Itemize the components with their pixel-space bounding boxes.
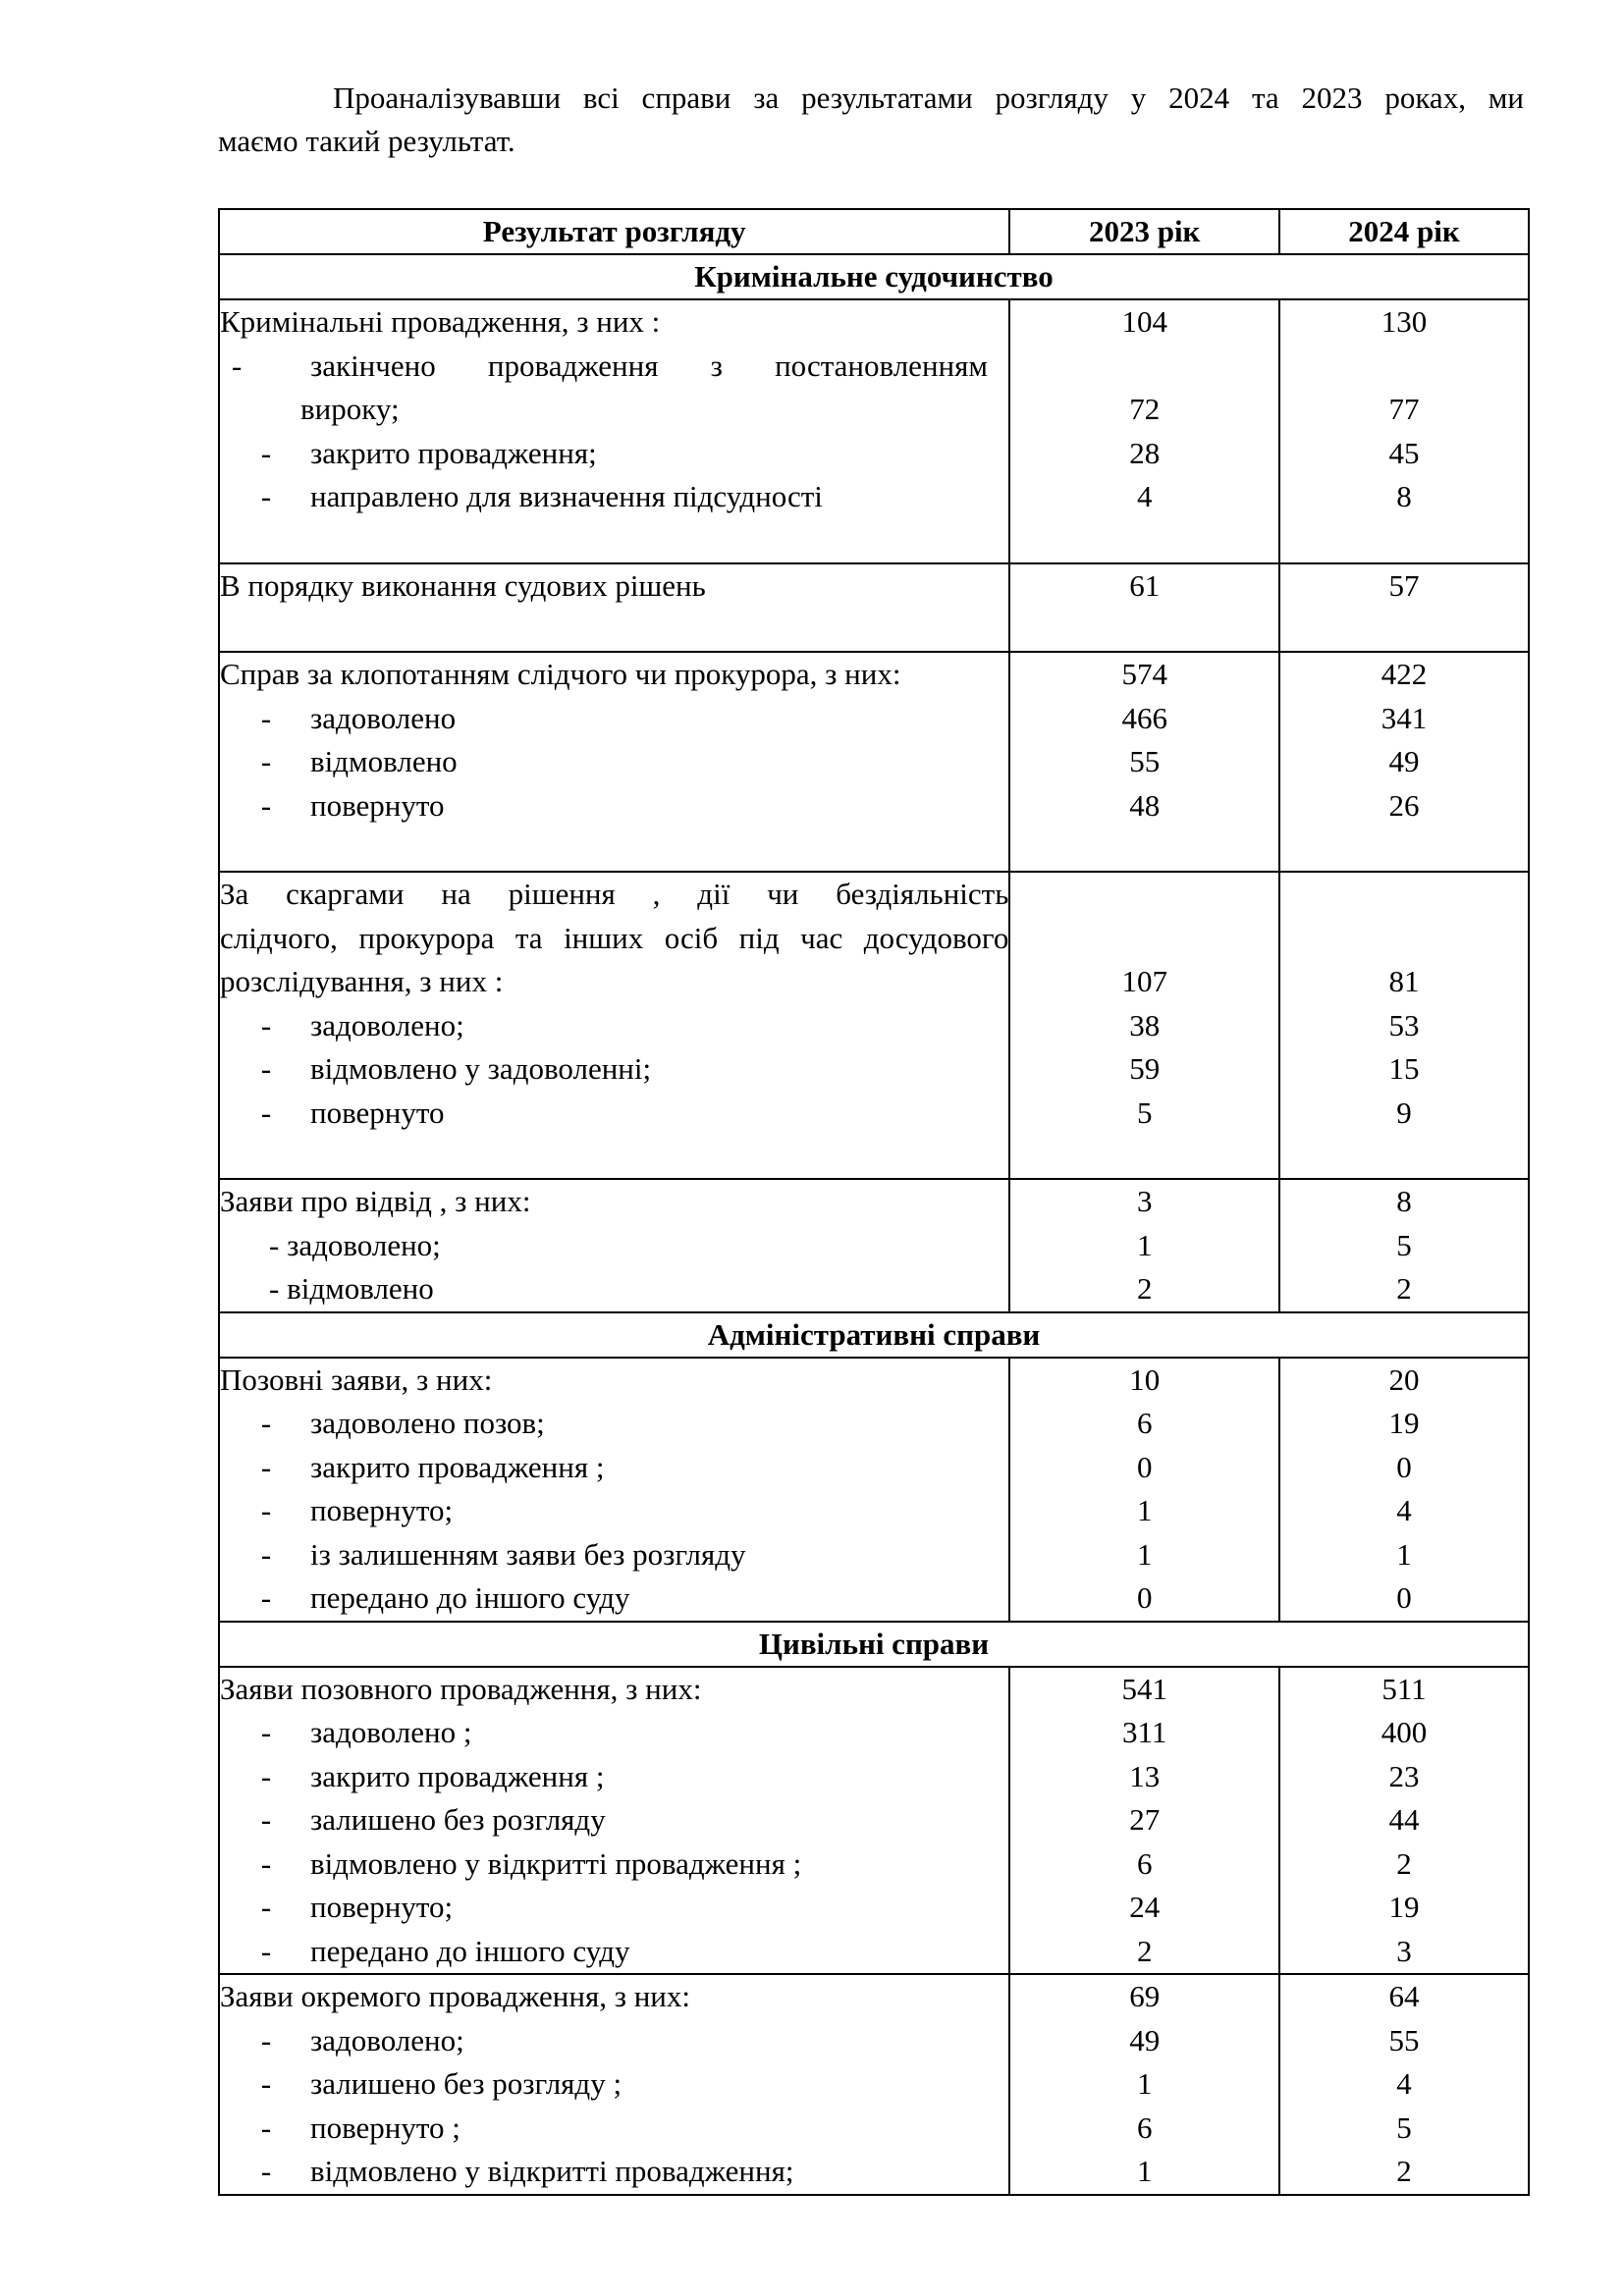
table-row: В порядку виконання судових рішень 61 57 <box>219 563 1529 653</box>
section-civil: Цивільні справи <box>219 1622 1529 1667</box>
header-result: Результат розгляду <box>219 209 1009 254</box>
table-row: Кримінальні провадження, з них : - закінчено провадження з постановленням вироку; - закрито провадження; - направлено для визначення підсудності 104 72 28 4 130 77 45 8 <box>219 299 1529 563</box>
row-title: Заяви окремого провадження, з них: <box>220 1979 691 2013</box>
item-label: направлено для визначення підсудності <box>310 479 823 513</box>
results-table <box>218 208 1530 2196</box>
table-row: За скаргами на рішення , дії чи бездіяльність слідчого, прокурора та інших осіб під час досудового розслідування, з них : - задоволено; - відмовлено у задоволенні; - повернуто 107 38 59 5 81 53 15 9 <box>219 872 1529 1179</box>
row-title: За скаргами на рішення , дії чи бездіяльність <box>220 877 1009 911</box>
table-row: Заяви окремого провадження, з них: - задоволено; - залишено без розгляду ; - повернуто ; - відмовлено у відкритті провадження; 69 49 1 6 1 64 55 4 5 2 <box>219 1974 1529 2195</box>
table-header-row <box>219 209 1529 254</box>
row-title: В порядку виконання судових рішень <box>220 567 706 603</box>
row-title: Кримінальні провадження, з них : <box>220 304 661 339</box>
section-row <box>219 1622 1529 1667</box>
row-title: Заяви позовного провадження, з них: <box>220 1671 702 1706</box>
item-label-cont: вироку; <box>300 392 400 426</box>
bullet: - <box>232 347 243 383</box>
item-label: закрито провадження; <box>310 435 597 470</box>
table-row: Справ за клопотанням слідчого чи прокурора, з них: - задоволено - відмовлено - повернуто 574 466 55 48 422 341 49 26 <box>219 652 1529 872</box>
table-row: Заяви позовного провадження, з них: - задоволено ; - закрито провадження ; - залишено без розгляду - відмовлено у відкритті провадження ; - повернуто; - передано до іншого суду 541 311 13 27 6 24 2 511 400 23 44 2 19 3 <box>219 1667 1529 1975</box>
section-row <box>219 254 1529 299</box>
intro-paragraph <box>218 77 1524 163</box>
table-row: Позовні заяви, з них: - задоволено позов; - закрито провадження ; - повернуто; - із залишенням заяви без розгляду - передано до іншого суду 10 6 0 1 1 0 20 19 0 4 1 0 <box>219 1358 1529 1622</box>
table-row: Заяви про відвід , з них: - задоволено; - відмовлено 3 1 2 8 5 2 <box>219 1179 1529 1312</box>
row-title: Позовні заяви, з них: <box>220 1362 493 1397</box>
item-label: закінчено провадження з постановленням <box>310 347 988 383</box>
section-administrative: Адміністративні справи <box>219 1312 1529 1358</box>
row-title: Справ за клопотанням слідчого чи прокурора, з них: <box>220 657 901 691</box>
intro-line-1: Проаналізувавши всі справи за результатами розгляду у 2024 та 2023 роках, ми <box>333 80 1524 115</box>
intro-line-2: маємо такий результат. <box>218 124 515 158</box>
header-2024: 2024 рік <box>1279 209 1529 254</box>
value-2023: 104 <box>1121 304 1167 339</box>
value-2024: 130 <box>1380 304 1428 339</box>
section-criminal: Кримінальне судочинство <box>219 254 1529 299</box>
section-row <box>219 1312 1529 1358</box>
row-title: Заяви про відвід , з них: <box>220 1184 531 1218</box>
header-2023: 2023 рік <box>1009 209 1279 254</box>
